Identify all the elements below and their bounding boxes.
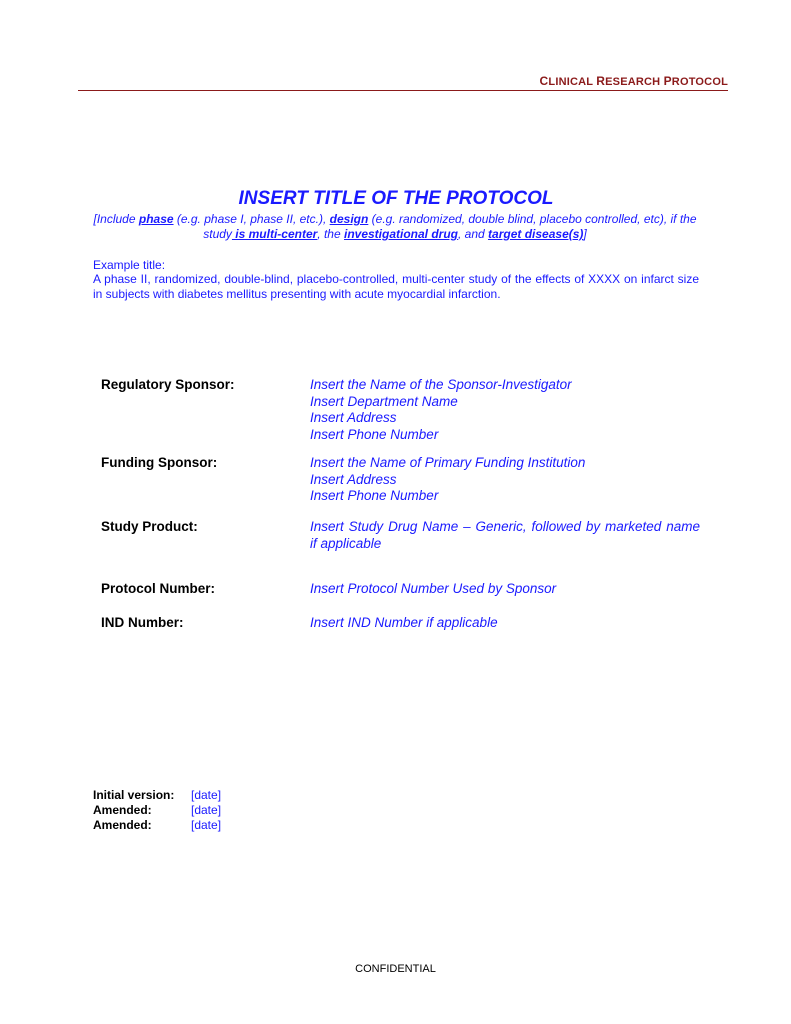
version-row [93,803,293,818]
version-date: [date] [191,788,222,802]
version-row [93,818,293,833]
funding-sponsor-label: Funding Sponsor: [101,455,218,470]
regulatory-line: Insert Address [310,410,397,425]
funding-sponsor-value [310,455,700,505]
instr-part2: (e.g. phase I, phase II, etc.), [173,212,330,226]
version-date: [date] [191,818,222,832]
header-letter-r: R [596,74,606,88]
instr-part4: , the [317,227,344,241]
instr-drug: investigational drug [343,227,458,241]
funding-line: Insert the Name of Primary Funding Institution [310,455,586,470]
version-date: [date] [191,803,222,817]
instr-design: design [329,212,369,226]
regulatory-line: Insert Phone Number [310,426,439,442]
study-product-value [310,519,700,552]
regulatory-line: Insert Department Name [310,393,458,409]
study-product-text: Insert Study Drug Name – Generic, followed by marketed name if applicable [310,519,700,551]
ind-number-label: IND Number: [101,615,184,630]
regulatory-sponsor-value [310,377,700,443]
header-text-1: LINICAL [548,76,597,88]
instr-disease: target disease(s) [488,227,584,241]
title-instructions [90,212,700,242]
example-label: Example title: [93,258,166,272]
study-product-label: Study Product: [101,519,198,534]
running-header [78,74,728,90]
instr-phase: phase [138,212,174,226]
regulatory-line: Insert the Name of the Sponsor-Investigator [310,377,572,392]
instr-multicenter: is multi-center [231,227,318,241]
confidential-footer: CONFIDENTIAL [355,963,436,975]
instr-part3: (e.g. randomized, double blind, placebo controlled, etc), if the study [203,212,697,241]
funding-line: Insert Phone Number [310,488,439,503]
header-text-2: ESEARCH [605,76,664,88]
header-letter-p: P [663,74,672,88]
instr-part5: , and [458,227,489,241]
regulatory-sponsor-label: Regulatory Sponsor: [101,377,235,392]
instr-part6: ] [583,227,587,241]
version-label: Initial version: [93,788,175,802]
version-row [93,788,293,803]
ind-number-text: Insert IND Number if applicable [310,615,498,630]
header-rule [78,90,728,91]
ind-number-value [310,615,700,632]
version-history [93,788,293,833]
protocol-number-value [310,581,700,598]
protocol-title: INSERT TITLE OF THE PROTOCOL [238,188,554,209]
header-letter-c: C [539,74,549,88]
instr-part1: [Include [93,212,139,226]
protocol-number-text: Insert Protocol Number Used by Sponsor [310,581,557,596]
header-text-3: ROTOCOL [671,76,728,88]
funding-line: Insert Address [310,471,397,487]
example-text: A phase II, randomized, double-blind, placebo-controlled, multi-center study of the effects of XXXX on infarct size in subjects with diabetes mellitus presenting with acute myocardial infarction. [93,272,699,301]
version-label: Amended: [93,803,152,817]
version-label: Amended: [93,818,152,832]
protocol-number-label: Protocol Number: [101,581,216,596]
